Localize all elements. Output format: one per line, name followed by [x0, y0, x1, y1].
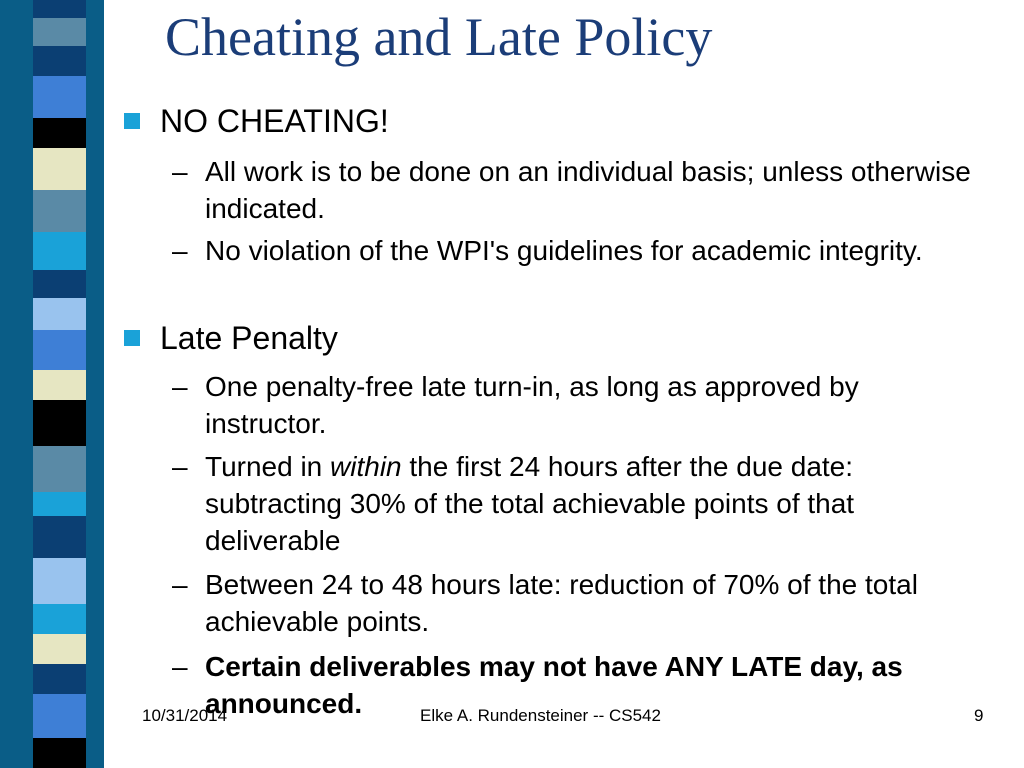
square-bullet-icon: [124, 113, 140, 129]
sub-bullet-text: Certain deliverables may not have ANY LATE day, as announced.: [205, 651, 903, 719]
slide-footer: [0, 706, 1024, 736]
bullet-label: NO CHEATING!: [160, 102, 389, 139]
square-bullet-icon: [124, 330, 140, 346]
text-after: the first 24 hours after the due date: subtracting 30% of the total achievable points of that deliverable: [205, 451, 855, 556]
slide-title: Cheating and Late Policy: [165, 7, 713, 67]
text-before: Turned in: [205, 451, 331, 482]
footer-date: 10/31/2014: [142, 706, 228, 725]
dash-marker: –: [172, 235, 188, 266]
slide-number: 9: [974, 706, 984, 725]
bullet-late-penalty: [124, 318, 338, 358]
sub-bullet-text: [205, 448, 980, 559]
sub-bullet-text: Between 24 to 48 hours late: reduction of 70% of the total achievable points.: [205, 569, 918, 637]
sub-bullet-text: All work is to be done on an individual basis; unless otherwise indicated.: [205, 156, 971, 224]
dash-marker: –: [172, 156, 188, 187]
dash-marker: –: [172, 371, 188, 402]
dash-marker: –: [172, 569, 188, 600]
bullet-label: Late Penalty: [160, 319, 338, 356]
dash-marker: –: [172, 651, 188, 682]
sub-bullet-text: One penalty-free late turn-in, as long as approved by instructor.: [205, 371, 859, 439]
emphasis-within: within: [330, 451, 402, 482]
bullet-no-cheating: [124, 101, 389, 141]
sub-bullet-text: No violation of the WPI's guidelines for academic integrity.: [205, 235, 923, 266]
footer-author: Elke A. Rundensteiner -- CS542: [420, 706, 661, 725]
dash-marker: –: [172, 451, 188, 482]
